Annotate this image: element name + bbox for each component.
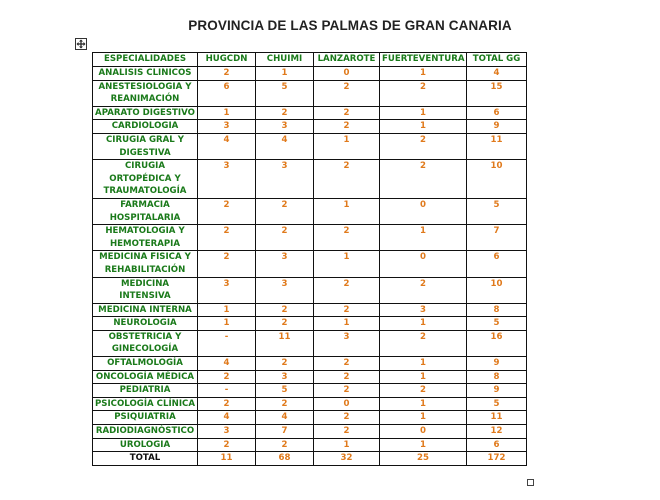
count-cell: 2 <box>314 357 380 371</box>
header-cell: ESPECIALIDADES <box>93 53 198 67</box>
count-cell: 2 <box>256 357 314 371</box>
count-cell: 0 <box>380 425 467 439</box>
table-body <box>93 67 527 452</box>
specialty-cell: CIRUGIA ORTOPÉDICA Y TRAUMATOLOGÍA <box>93 160 198 199</box>
count-cell: 7 <box>256 425 314 439</box>
table-row <box>93 225 527 251</box>
specialty-cell: UROLOGIA <box>93 438 198 452</box>
count-cell: 2 <box>198 370 256 384</box>
count-cell: 6 <box>467 106 527 120</box>
specialty-cell: APARATO DIGESTIVO <box>93 106 198 120</box>
count-cell: 2 <box>256 225 314 251</box>
table-row <box>93 133 527 159</box>
count-cell: 3 <box>198 277 256 303</box>
count-cell: 2 <box>256 397 314 411</box>
table-row <box>93 357 527 371</box>
move-arrows-icon[interactable] <box>75 38 87 50</box>
count-cell: 2 <box>256 317 314 331</box>
table-row <box>93 425 527 439</box>
count-cell: - <box>198 330 256 356</box>
count-cell: 2 <box>314 225 380 251</box>
count-cell: 2 <box>198 198 256 224</box>
page-title: PROVINCIA DE LAS PALMAS DE GRAN CANARIA <box>188 18 512 33</box>
count-cell: 4 <box>256 411 314 425</box>
count-cell: 2 <box>380 384 467 398</box>
count-cell: 3 <box>256 277 314 303</box>
specialty-cell: OFTALMOLOGÍA <box>93 357 198 371</box>
specialty-cell: RADIODIAGNÓSTICO <box>93 425 198 439</box>
count-cell: 2 <box>314 120 380 134</box>
header-cell: TOTAL GG <box>467 53 527 67</box>
total-value: 32 <box>314 452 380 466</box>
count-cell: 1 <box>380 438 467 452</box>
count-cell: 2 <box>256 106 314 120</box>
specialty-cell: PSICOLOGÍA CLÍNICA <box>93 397 198 411</box>
count-cell: 5 <box>467 397 527 411</box>
count-cell: 7 <box>467 225 527 251</box>
count-cell: 9 <box>467 120 527 134</box>
count-cell: 3 <box>256 120 314 134</box>
count-cell: 15 <box>467 80 527 106</box>
specialty-cell: PEDIATRIA <box>93 384 198 398</box>
total-value: 172 <box>467 452 527 466</box>
total-row <box>93 452 527 466</box>
count-cell: 16 <box>467 330 527 356</box>
count-cell: 5 <box>467 198 527 224</box>
specialty-cell: ANALISIS CLINICOS <box>93 67 198 81</box>
count-cell: 6 <box>467 251 527 277</box>
table-row <box>93 251 527 277</box>
specialty-cell: MEDICINA INTERNA <box>93 303 198 317</box>
count-cell: 1 <box>380 397 467 411</box>
count-cell: 2 <box>314 303 380 317</box>
specialty-cell: PSIQUIATRIA <box>93 411 198 425</box>
table-row <box>93 438 527 452</box>
count-cell: 11 <box>467 133 527 159</box>
count-cell: 4 <box>198 411 256 425</box>
count-cell: 2 <box>198 438 256 452</box>
count-cell: 2 <box>314 425 380 439</box>
specialty-cell: ONCOLOGÍA MÉDICA <box>93 370 198 384</box>
count-cell: 11 <box>256 330 314 356</box>
count-cell: 1 <box>314 198 380 224</box>
table-row <box>93 411 527 425</box>
count-cell: 2 <box>256 303 314 317</box>
total-label: TOTAL <box>93 452 198 466</box>
table-row <box>93 370 527 384</box>
header-cell: CHUIMI <box>256 53 314 67</box>
specialty-cell: OBSTETRICIA Y GINECOLOGÍA <box>93 330 198 356</box>
count-cell: 0 <box>380 198 467 224</box>
count-cell: 2 <box>314 80 380 106</box>
table-row <box>93 303 527 317</box>
count-cell: 10 <box>467 160 527 199</box>
count-cell: 3 <box>314 330 380 356</box>
table-header-row <box>93 53 527 67</box>
count-cell: 0 <box>380 251 467 277</box>
count-cell: 2 <box>314 384 380 398</box>
count-cell: 1 <box>314 317 380 331</box>
count-cell: 9 <box>467 384 527 398</box>
resize-handle-icon[interactable] <box>527 479 534 486</box>
count-cell: 1 <box>380 67 467 81</box>
count-cell: 2 <box>314 160 380 199</box>
specialty-cell: CIRUGIA GRAL Y DIGESTIVA <box>93 133 198 159</box>
specialty-cell: MEDICINA FISICA Y REHABILITACIÓN <box>93 251 198 277</box>
count-cell: 10 <box>467 277 527 303</box>
count-cell: 3 <box>198 120 256 134</box>
count-cell: 5 <box>256 384 314 398</box>
count-cell: 1 <box>380 106 467 120</box>
header-cell: LANZAROTE <box>314 53 380 67</box>
table-row <box>93 397 527 411</box>
table-row <box>93 317 527 331</box>
count-cell: 9 <box>467 357 527 371</box>
specialty-cell: NEUROLOGIA <box>93 317 198 331</box>
specialties-table <box>92 52 527 466</box>
total-value: 25 <box>380 452 467 466</box>
count-cell: 11 <box>467 411 527 425</box>
count-cell: 12 <box>467 425 527 439</box>
count-cell: 3 <box>198 425 256 439</box>
table-row <box>93 80 527 106</box>
specialty-cell: HEMATOLOGIA Y HEMOTERAPIA <box>93 225 198 251</box>
count-cell: 5 <box>256 80 314 106</box>
count-cell: 2 <box>380 330 467 356</box>
count-cell: 2 <box>256 438 314 452</box>
count-cell: 2 <box>198 225 256 251</box>
total-value: 68 <box>256 452 314 466</box>
count-cell: 2 <box>256 198 314 224</box>
table-row <box>93 120 527 134</box>
table-row <box>93 160 527 199</box>
count-cell: 4 <box>256 133 314 159</box>
count-cell: 2 <box>380 277 467 303</box>
count-cell: 1 <box>198 106 256 120</box>
count-cell: 4 <box>198 133 256 159</box>
count-cell: 6 <box>198 80 256 106</box>
count-cell: 4 <box>467 67 527 81</box>
count-cell: 1 <box>198 317 256 331</box>
count-cell: 1 <box>380 357 467 371</box>
count-cell: 1 <box>314 133 380 159</box>
table-row <box>93 67 527 81</box>
count-cell: 2 <box>380 80 467 106</box>
count-cell: 3 <box>256 370 314 384</box>
count-cell: 3 <box>380 303 467 317</box>
count-cell: 1 <box>380 411 467 425</box>
count-cell: 2 <box>314 106 380 120</box>
count-cell: 2 <box>314 277 380 303</box>
count-cell: 1 <box>314 438 380 452</box>
count-cell: 2 <box>198 67 256 81</box>
count-cell: 3 <box>256 251 314 277</box>
count-cell: 3 <box>256 160 314 199</box>
count-cell: 2 <box>314 411 380 425</box>
count-cell: 1 <box>314 251 380 277</box>
move-arrows-glyph <box>76 39 86 49</box>
count-cell: 1 <box>198 303 256 317</box>
header-cell: FUERTEVENTURA <box>380 53 467 67</box>
header-cell: HUGCDN <box>198 53 256 67</box>
count-cell: 8 <box>467 303 527 317</box>
table-row <box>93 277 527 303</box>
count-cell: 2 <box>198 397 256 411</box>
count-cell: 0 <box>314 67 380 81</box>
count-cell: 2 <box>314 370 380 384</box>
table-row <box>93 330 527 356</box>
count-cell: 0 <box>314 397 380 411</box>
count-cell: 3 <box>198 160 256 199</box>
count-cell: 1 <box>380 317 467 331</box>
table-row <box>93 106 527 120</box>
count-cell: 2 <box>380 160 467 199</box>
count-cell: 1 <box>380 225 467 251</box>
table-row <box>93 198 527 224</box>
specialty-cell: MEDICINA INTENSIVA <box>93 277 198 303</box>
total-value: 11 <box>198 452 256 466</box>
count-cell: 6 <box>467 438 527 452</box>
count-cell: 8 <box>467 370 527 384</box>
count-cell: 1 <box>256 67 314 81</box>
table-row <box>93 384 527 398</box>
count-cell: 2 <box>380 133 467 159</box>
specialty-cell: CARDIOLOGIA <box>93 120 198 134</box>
count-cell: 4 <box>198 357 256 371</box>
count-cell: 2 <box>198 251 256 277</box>
specialty-cell: FARMACIA HOSPITALARIA <box>93 198 198 224</box>
specialty-cell: ANESTESIOLOGIA Y REANIMACIÓN <box>93 80 198 106</box>
count-cell: 5 <box>467 317 527 331</box>
count-cell: 1 <box>380 370 467 384</box>
count-cell: 1 <box>380 120 467 134</box>
count-cell: - <box>198 384 256 398</box>
